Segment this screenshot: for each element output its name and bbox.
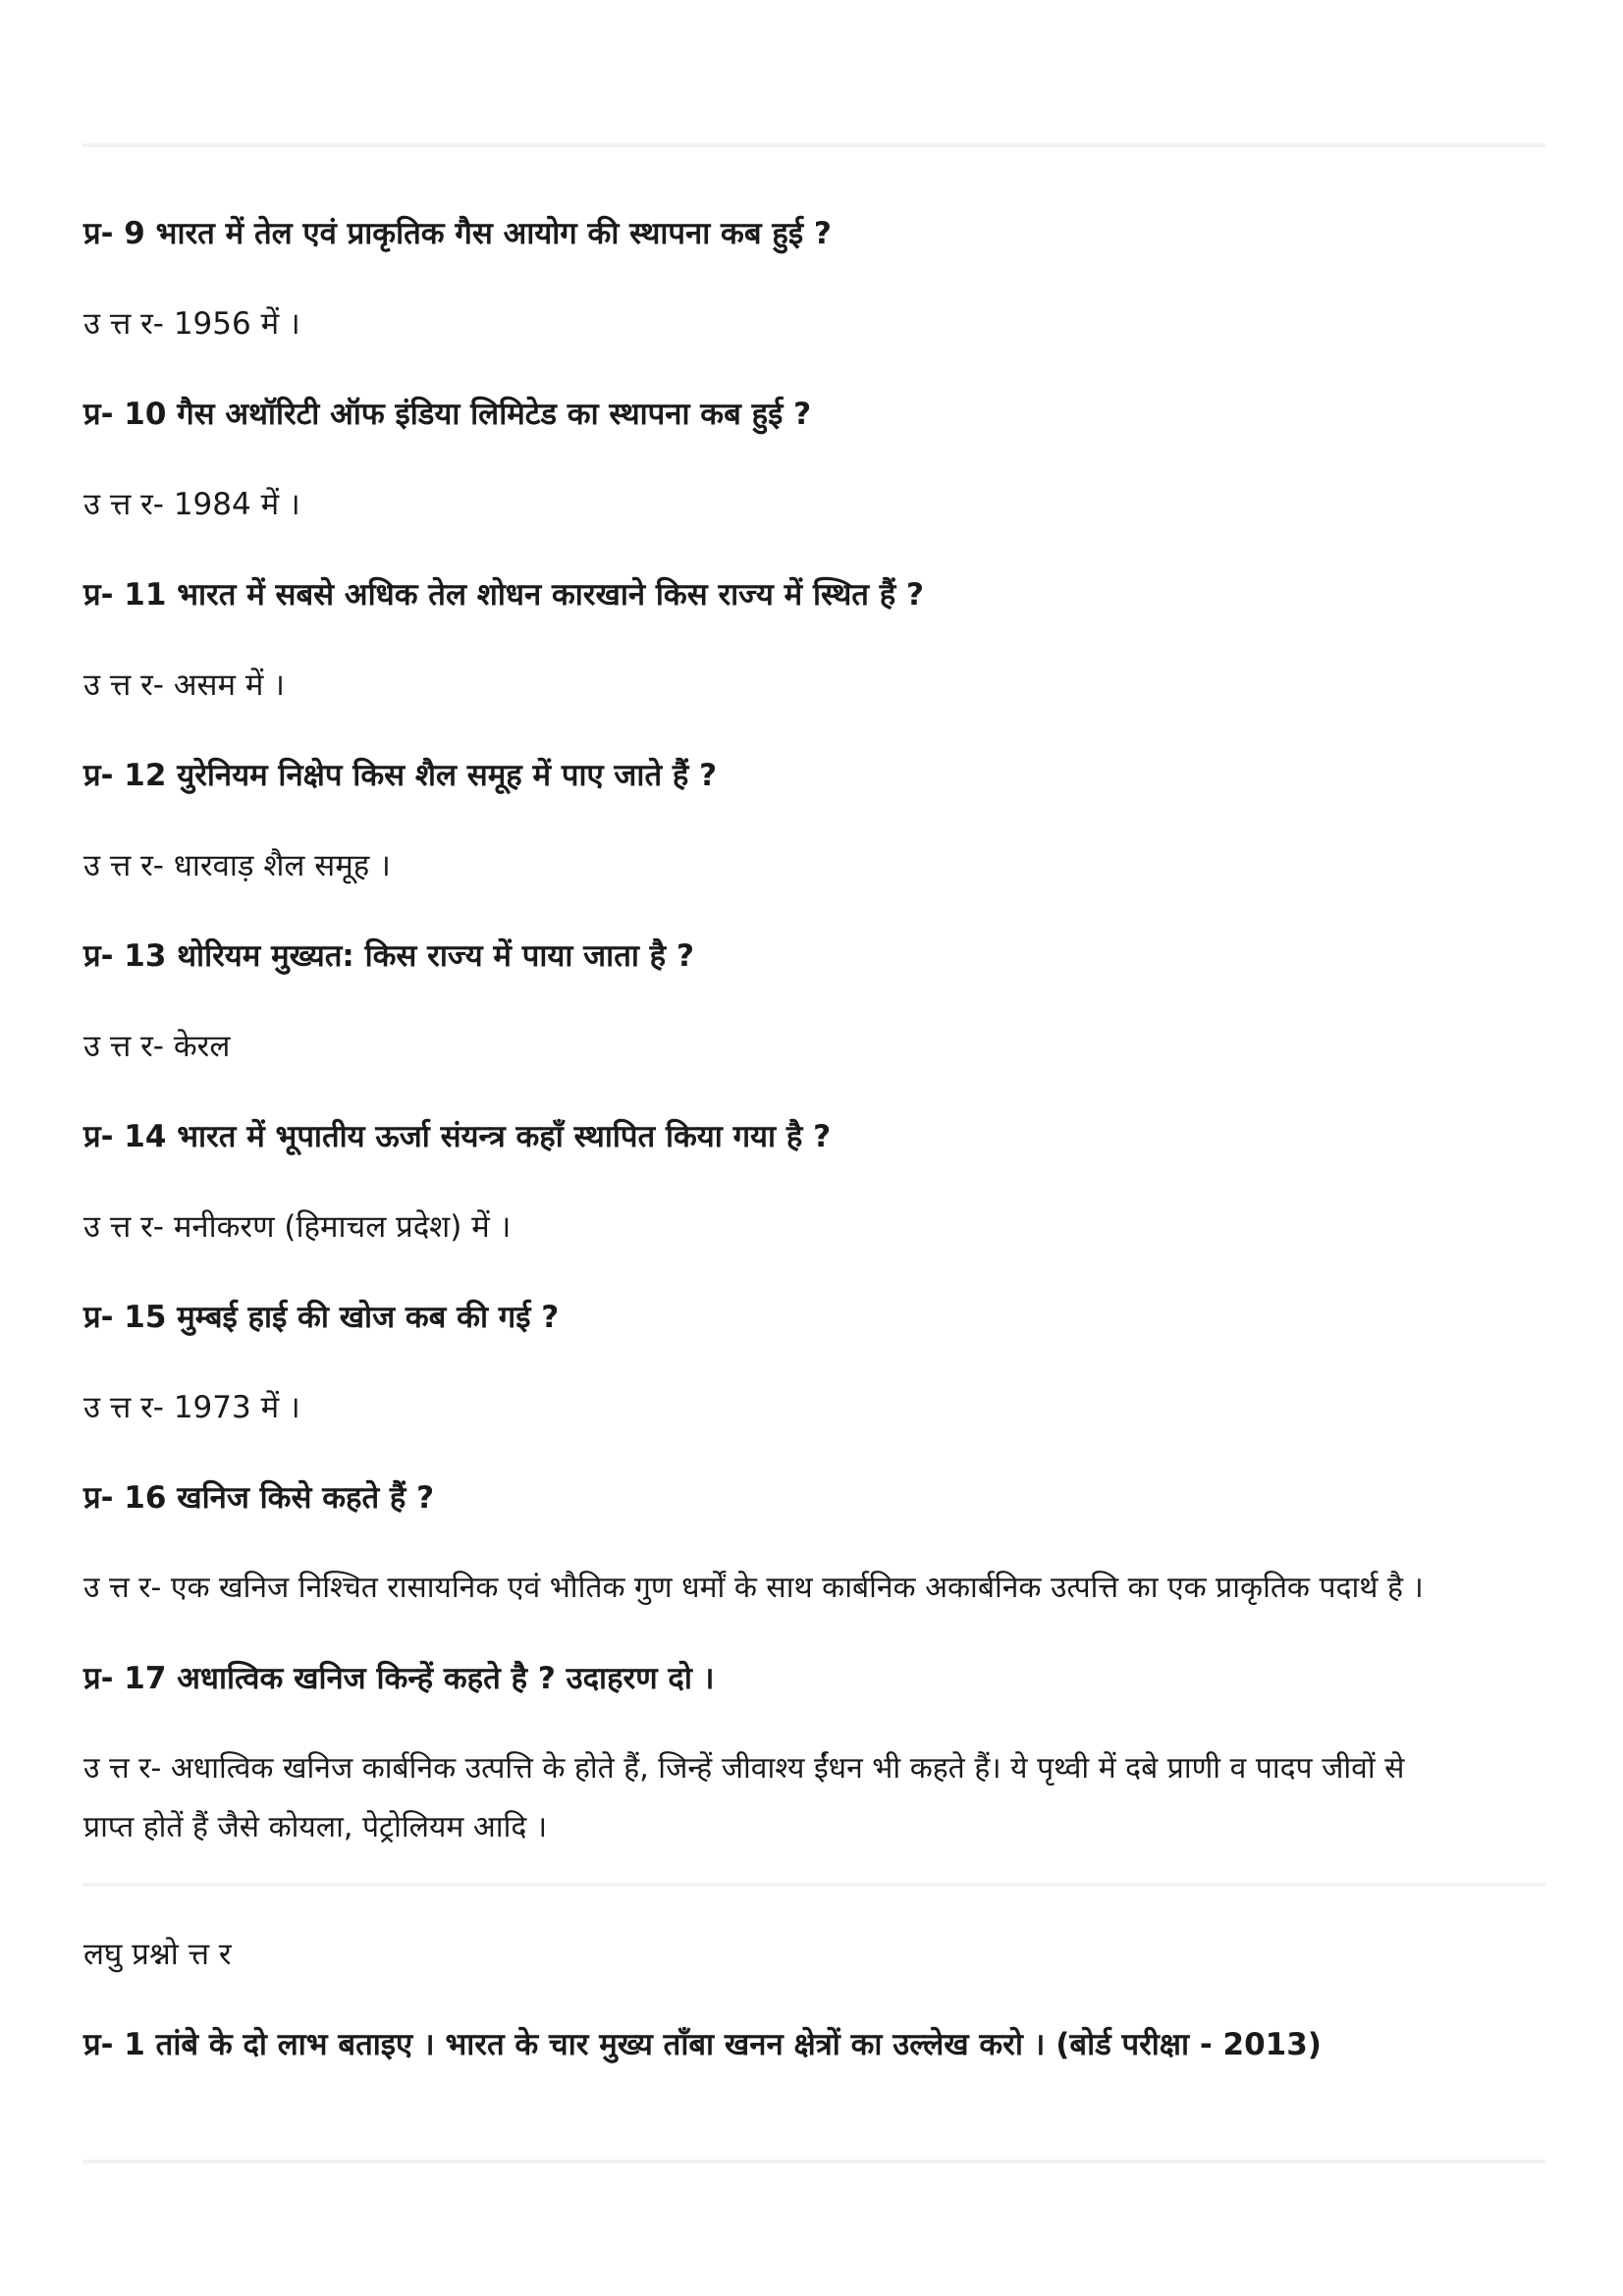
answer-10: उ त्त र- 1984 में ।: [83, 487, 300, 522]
short-question-1: प्र- 1 तांबे के दो लाभ बताइए । भारत के चार मुख्य ताँबा खनन क्षेत्रों का उल्लेख करो । (बोर्ड परीक्षा - 2013): [83, 2027, 1322, 2062]
answer-17-line-1: उ त्त र- अधात्विक खनिज कार्बनिक उत्पत्ति के होते हैं, जिन्हें जीवाश्य ईंधन भी कहते हैं। ये पृथ्वी में दबे प्राणी व पादप जीवों से: [83, 1751, 1405, 1786]
answer-9: उ त्त र- 1956 में ।: [83, 306, 300, 342]
answer-12: उ त्त र- धारवाड़ शैल समूह ।: [83, 848, 391, 883]
question-15: प्र- 15 मुम्बई हाई की खोज कब की गई ?: [83, 1300, 560, 1335]
answer-16: उ त्त र- एक खनिज निश्चित रासायनिक एवं भौतिक गुण धर्मों के साथ कार्बनिक अकार्बनिक उत्पत्ति का एक प्राकृतिक पदार्थ है ।: [83, 1571, 1424, 1605]
question-14: प्र- 14 भारत में भूपातीय ऊर्जा संयन्त्र कहाँ स्थापित किया गया है ?: [83, 1119, 832, 1154]
answer-11: उ त्त र- असम में ।: [83, 667, 286, 703]
answer-17-line-2: प्राप्त होतें हैं जैसे कोयला, पेट्रोलियम आदि ।: [83, 1810, 548, 1844]
question-11: प्र- 11 भारत में सबसे अधिक तेल शोधन कारखाने किस राज्य में स्थित हैं ?: [83, 577, 924, 613]
answer-13: उ त्त र- केरल: [83, 1029, 231, 1064]
top-divider: [82, 143, 1545, 147]
question-16: प्र- 16 खनिज किसे कहते हैं ?: [83, 1480, 435, 1516]
question-12: प्र- 12 युरेनियम निक्षेप किस शैल समूह में पाए जाते हैं ?: [83, 758, 718, 793]
question-10: प्र- 10 गैस अथॉरिटी ऑफ इंडिया लिमिटेड का स्थापना कब हुई ?: [83, 397, 812, 432]
question-13: प्र- 13 थोरियम मुख्यत: किस राज्य में पाया जाता है ?: [83, 938, 694, 974]
section-divider: [82, 1883, 1545, 1887]
question-17: प्र- 17 अधात्विक खनिज किन्हें कहते है ? उदाहरण दो ।: [83, 1661, 715, 1696]
bottom-divider: [82, 2160, 1545, 2163]
question-9: प्र- 9 भारत में तेल एवं प्राकृतिक गैस आयोग की स्थापना कब हुई ?: [83, 216, 832, 251]
answer-14: उ त्त र- मनीकरण (हिमाचल प्रदेश) में ।: [83, 1209, 512, 1245]
answer-15: उ त्त र- 1973 में ।: [83, 1390, 300, 1425]
section-heading: लघु प्रश्नो त्त र: [83, 1937, 232, 1972]
